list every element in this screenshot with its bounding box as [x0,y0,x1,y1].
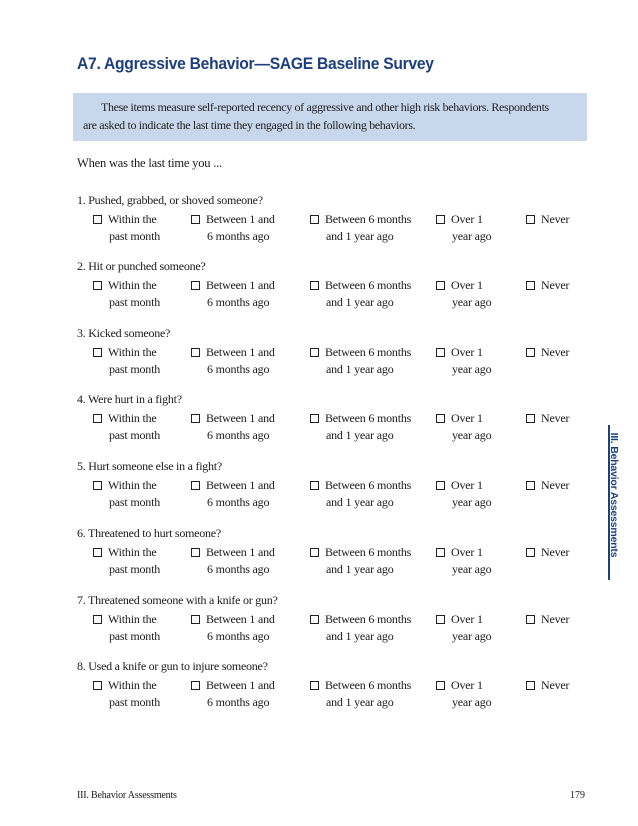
checkbox[interactable] [93,414,102,423]
answer-option[interactable] [310,410,411,444]
answer-option[interactable] [191,544,275,578]
answer-option[interactable] [93,544,160,578]
option-label-line2: 6 months ago [207,495,270,509]
intro-box [73,93,587,141]
answer-option[interactable] [191,410,275,444]
answer-option[interactable] [191,344,275,378]
option-label: Between 1 and [206,612,275,626]
option-label: Between 1 and [206,278,275,292]
answer-option[interactable] [526,211,569,228]
option-label-line2: 6 months ago [207,428,270,442]
option-label: Over 1 [451,345,483,359]
option-label-line2: past month [109,428,160,442]
option-label: Between 1 and [206,478,275,492]
option-label: Within the [108,212,157,226]
answer-option[interactable] [191,611,275,645]
checkbox[interactable] [310,615,319,624]
option-label: Between 6 months [325,612,412,626]
checkbox[interactable] [526,481,535,490]
checkbox[interactable] [191,615,200,624]
option-label: Between 6 months [325,345,412,359]
option-label-line2: past month [109,695,160,709]
footer-section: III. Behavior Assessments [77,790,177,801]
question-item [77,392,597,452]
checkbox[interactable] [436,615,445,624]
page-title: A7. Aggressive Behavior—SAGE Baseline Survey [77,54,434,73]
option-label: Never [541,345,570,359]
option-label: Between 6 months [325,411,412,425]
question-text: 5. Hurt someone else in a fight? [77,459,222,473]
answer-option[interactable] [436,544,491,578]
checkbox[interactable] [526,348,535,357]
answer-option[interactable] [526,544,569,561]
option-label: Between 1 and [206,345,275,359]
checkbox[interactable] [93,281,102,290]
option-label-line2: year ago [452,629,492,643]
checkbox[interactable] [436,215,445,224]
intro-line-1: These items measure self-reported recency of aggressive and other high risk behaviors. Respondents [101,100,549,114]
option-label: Over 1 [451,411,483,425]
answer-option[interactable] [310,211,411,245]
option-label-line2: 6 months ago [207,362,270,376]
option-label: Within the [108,678,157,692]
option-label: Between 1 and [206,678,275,692]
answer-option[interactable] [93,677,160,711]
option-label-line2: 6 months ago [207,562,270,576]
option-label: Within the [108,545,157,559]
checkbox[interactable] [436,681,445,690]
option-label: Over 1 [451,278,483,292]
checkbox[interactable] [436,548,445,557]
answer-option[interactable] [526,611,569,628]
checkbox[interactable] [436,281,445,290]
option-label-line2: and 1 year ago [326,362,394,376]
answer-option[interactable] [526,477,569,494]
answer-option[interactable] [191,677,275,711]
intro-line-2: are asked to indicate the last time they engaged in the following behaviors. [83,118,416,132]
option-label: Over 1 [451,478,483,492]
option-label: Between 6 months [325,545,412,559]
option-label-line2: past month [109,362,160,376]
answer-option[interactable] [93,410,160,444]
option-label: Never [541,411,570,425]
answer-option[interactable] [310,611,411,645]
checkbox[interactable] [93,481,102,490]
answer-option[interactable] [436,611,491,645]
checkbox[interactable] [191,215,200,224]
option-label: Between 6 months [325,212,412,226]
checkbox[interactable] [310,348,319,357]
checkbox[interactable] [526,681,535,690]
checkbox[interactable] [93,215,102,224]
option-label-line2: past month [109,562,160,576]
answer-option[interactable] [310,477,411,511]
answer-option[interactable] [436,477,491,511]
option-label-line2: past month [109,629,160,643]
checkbox[interactable] [526,414,535,423]
question-item [77,326,597,386]
question-item [77,193,597,253]
option-label: Never [541,478,570,492]
option-label-line2: year ago [452,428,492,442]
option-label: Between 1 and [206,411,275,425]
option-label: Over 1 [451,212,483,226]
checkbox[interactable] [526,548,535,557]
answer-option[interactable] [436,677,491,711]
checkbox[interactable] [310,481,319,490]
checkbox[interactable] [436,348,445,357]
option-label-line2: past month [109,295,160,309]
question-item [77,259,597,319]
option-label: Within the [108,345,157,359]
answer-option[interactable] [436,277,491,311]
question-item [77,659,597,719]
option-label: Never [541,545,570,559]
option-label: Within the [108,278,157,292]
answer-option[interactable] [310,344,411,378]
option-label: Between 1 and [206,545,275,559]
question-item [77,459,597,519]
checkbox[interactable] [310,681,319,690]
option-label: Between 6 months [325,278,412,292]
section-tab: III. Behavior Assessments [608,432,620,558]
option-label: Never [541,212,570,226]
checkbox[interactable] [191,348,200,357]
answer-option[interactable] [93,211,160,245]
answer-option[interactable] [526,677,569,694]
checkbox[interactable] [191,548,200,557]
option-label: Between 1 and [206,212,275,226]
option-label-line2: and 1 year ago [326,428,394,442]
checkbox[interactable] [191,281,200,290]
option-label-line2: past month [109,495,160,509]
option-label-line2: and 1 year ago [326,629,394,643]
option-label-line2: and 1 year ago [326,695,394,709]
option-label-line2: past month [109,229,160,243]
checkbox[interactable] [191,414,200,423]
checkbox[interactable] [526,281,535,290]
question-text: 3. Kicked someone? [77,326,171,340]
option-label-line2: 6 months ago [207,629,270,643]
option-label-line2: and 1 year ago [326,495,394,509]
question-text: 4. Were hurt in a fight? [77,392,182,406]
answer-option[interactable] [526,277,569,294]
answer-option[interactable] [310,677,411,711]
option-label: Within the [108,478,157,492]
page-number: 179 [570,790,585,801]
checkbox[interactable] [93,548,102,557]
question-text: 7. Threatened someone with a knife or gun? [77,593,278,607]
question-prompt: When was the last time you ... [77,156,223,170]
answer-option[interactable] [93,477,160,511]
answer-option[interactable] [93,277,160,311]
checkbox[interactable] [93,681,102,690]
answer-option[interactable] [310,277,411,311]
option-label: Never [541,678,570,692]
question-item [77,526,597,586]
option-label: Over 1 [451,545,483,559]
option-label: Between 6 months [325,478,412,492]
checkbox[interactable] [310,215,319,224]
option-label: Never [541,612,570,626]
option-label-line2: year ago [452,362,492,376]
question-item [77,593,597,653]
checkbox[interactable] [526,215,535,224]
question-text: 8. Used a knife or gun to injure someone? [77,659,268,673]
answer-option[interactable] [191,477,275,511]
option-label: Within the [108,411,157,425]
option-label-line2: year ago [452,695,492,709]
answer-option[interactable] [436,211,491,245]
option-label-line2: 6 months ago [207,229,270,243]
checkbox[interactable] [310,548,319,557]
answer-option[interactable] [436,410,491,444]
question-text: 6. Threatened to hurt someone? [77,526,221,540]
option-label-line2: year ago [452,295,492,309]
option-label-line2: year ago [452,229,492,243]
option-label: Between 6 months [325,678,412,692]
answer-option[interactable] [93,344,160,378]
checkbox[interactable] [436,414,445,423]
option-label-line2: 6 months ago [207,295,270,309]
option-label-line2: year ago [452,562,492,576]
answer-option[interactable] [526,410,569,427]
checkbox[interactable] [310,281,319,290]
answer-option[interactable] [93,611,160,645]
answer-option[interactable] [191,277,275,311]
checkbox[interactable] [310,414,319,423]
answer-option[interactable] [526,344,569,361]
option-label: Never [541,278,570,292]
answer-option[interactable] [191,211,275,245]
answer-option[interactable] [310,544,411,578]
checkbox[interactable] [191,481,200,490]
option-label-line2: year ago [452,495,492,509]
option-label-line2: and 1 year ago [326,229,394,243]
option-label-line2: 6 months ago [207,695,270,709]
checkbox[interactable] [436,481,445,490]
question-text: 2. Hit or punched someone? [77,259,206,273]
option-label-line2: and 1 year ago [326,562,394,576]
checkbox[interactable] [93,348,102,357]
option-label: Over 1 [451,612,483,626]
option-label: Within the [108,612,157,626]
checkbox[interactable] [191,681,200,690]
answer-option[interactable] [436,344,491,378]
question-text: 1. Pushed, grabbed, or shoved someone? [77,193,263,207]
option-label: Over 1 [451,678,483,692]
option-label-line2: and 1 year ago [326,295,394,309]
checkbox[interactable] [526,615,535,624]
checkbox[interactable] [93,615,102,624]
